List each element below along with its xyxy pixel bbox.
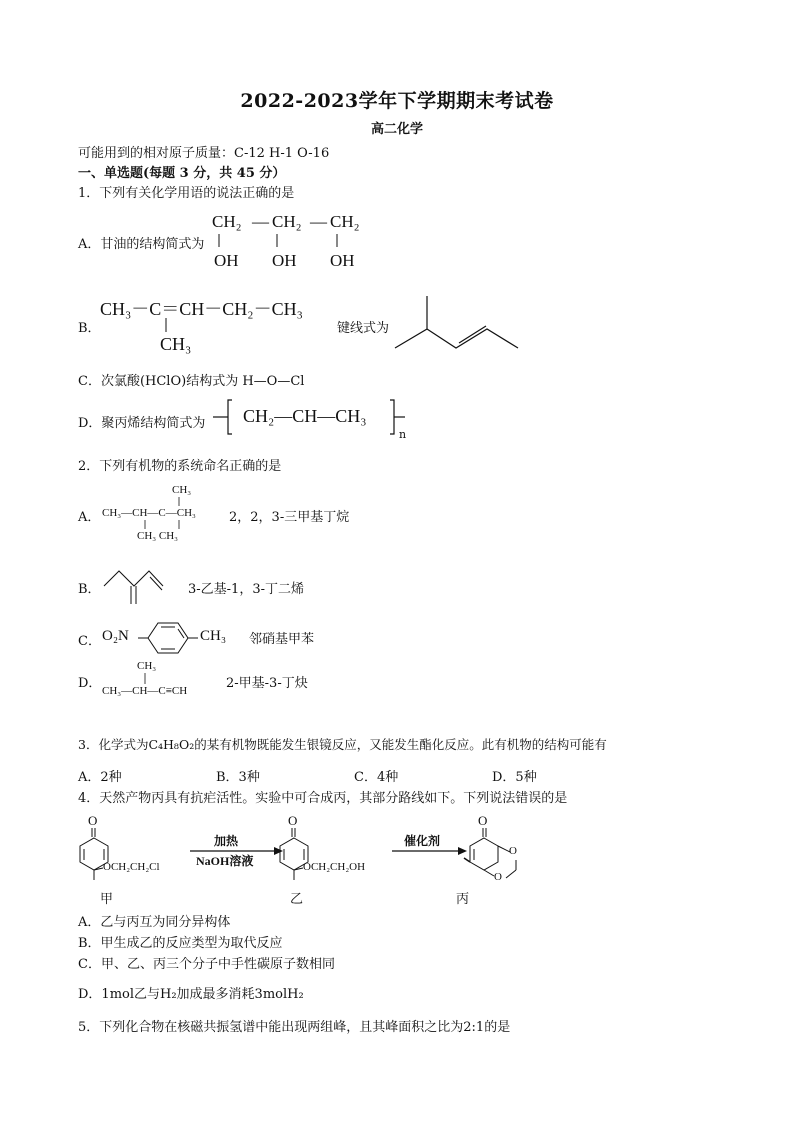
q1-option-a-label: A．甘油的结构简式为 xyxy=(78,237,205,252)
yi-substituent: OCH₂CH₂OH xyxy=(303,861,366,873)
exam-subject: 高二化学 xyxy=(370,122,423,137)
q2-d-top-methyl: CH₃ xyxy=(137,660,157,672)
glycerol-oh-3: OH xyxy=(330,251,355,270)
bing-bicyclic-ring xyxy=(0,0,1,1)
q3-option-a: A．2种 xyxy=(78,770,122,785)
bing-ether-o-2: O xyxy=(494,871,502,883)
q2-option-a-label: A． xyxy=(78,510,101,525)
q2-c-methyl: CH₃ xyxy=(200,628,227,644)
q4-option-a: A．乙与丙互为同分异构体 xyxy=(78,915,231,930)
glycerol-bond-1: — xyxy=(252,212,269,231)
q4-option-c: C．甲、乙、丙三个分子中手性碳原子数相同 xyxy=(78,957,335,972)
q2-a-top-methyl: CH₃ xyxy=(172,484,192,496)
q2-option-c-label: C． xyxy=(78,634,101,649)
atomic-masses: 可能用到的相对原子质量：C-12 H-1 O-16 xyxy=(78,146,330,161)
arrow1-condition-bottom: NaOH溶液 xyxy=(196,854,254,868)
jia-substituent: OCH₂CH₂Cl xyxy=(103,861,160,873)
bing-label: 丙 xyxy=(456,892,470,907)
q2-c-nitro: O₂N xyxy=(102,628,129,644)
q2-a-bottom-methyls: CH₃ CH₃ xyxy=(137,530,178,542)
glycerol-ch2-1: CH₂ xyxy=(212,212,242,231)
polymer-n: n xyxy=(399,428,407,441)
glycerol-ch2-3: CH₂ xyxy=(330,212,360,231)
arrow2-condition-top: 催化剂 xyxy=(404,834,441,848)
q3-stem: 3．化学式为C₄H₈O₂的某有机物既能发生银镜反应，又能发生酯化反应。此有机物的结构可能有 xyxy=(78,737,607,752)
q1-b-suffix: 键线式为 xyxy=(337,321,390,336)
q2-option-b-label: B． xyxy=(78,582,101,597)
section-heading: 一、单选题(每题 3 分，共 45 分） xyxy=(78,166,286,181)
q2-d-chain: CH₃—CH—C≡CH xyxy=(102,685,188,697)
q3-option-b: B．3种 xyxy=(216,770,260,785)
q2-stem: 2．下列有机物的系统命名正确的是 xyxy=(78,459,282,474)
yi-ketone-o: O xyxy=(288,813,298,828)
glycerol-ch2-2: CH₂ xyxy=(272,212,302,231)
q1-b-main-chain: CH₃－C＝CH－CH₂－CH₃ xyxy=(100,299,303,319)
jia-ketone-o: O xyxy=(88,813,98,828)
q1-b-branch: CH₃ xyxy=(160,334,192,354)
q3-option-c: C．4种 xyxy=(354,770,399,785)
q2-b-name: 3-乙基-1，3-丁二烯 xyxy=(188,582,304,597)
glycerol-oh-2: OH xyxy=(272,251,297,270)
polypropylene-formula: CH₂—CH—CH₃ xyxy=(243,406,367,426)
q1-option-c: C．次氯酸(HClO)结构式为 H—O—Cl xyxy=(78,374,305,389)
q2-a-name: 2，2，3-三甲基丁烷 xyxy=(229,510,350,525)
q2-a-chain: CH₃—CH—C—CH₃ xyxy=(102,507,196,519)
arrow1-condition-top: 加热 xyxy=(214,834,239,848)
q1-option-b-label: B． xyxy=(78,321,101,336)
q1-stem: 1．下列有关化学用语的说法正确的是 xyxy=(78,186,295,201)
q4-option-b: B．甲生成乙的反应类型为取代反应 xyxy=(78,936,283,951)
q4-option-d: D．1mol乙与H₂加成最多消耗3molH₂ xyxy=(78,987,304,1002)
yi-label: 乙 xyxy=(290,892,304,907)
exam-title: 2022-2023学年下学期期末考试卷 xyxy=(240,90,554,112)
glycerol-bond-2: — xyxy=(310,212,327,231)
q2-option-d-label: D． xyxy=(78,676,102,691)
q4-stem: 4．天然产物丙具有抗疟活性。实验中可合成丙，其部分路线如下。下列说法错误的是 xyxy=(78,791,568,806)
glycerol-oh-1: OH xyxy=(214,251,239,270)
q2-c-name: 邻硝基甲苯 xyxy=(249,632,315,647)
bing-ether-o-1: O xyxy=(509,845,517,857)
q1-option-d-label: D．聚丙烯结构简式为 xyxy=(78,416,206,431)
bing-ketone-o: O xyxy=(478,813,488,828)
q3-option-d: D．5种 xyxy=(492,770,537,785)
q2-d-name: 2-甲基-3-丁炔 xyxy=(226,676,308,691)
jia-label: 甲 xyxy=(100,892,114,907)
q5-stem: 5．下列化合物在核磁共振氢谱中能出现两组峰，且其峰面积之比为2:1的是 xyxy=(78,1020,511,1035)
